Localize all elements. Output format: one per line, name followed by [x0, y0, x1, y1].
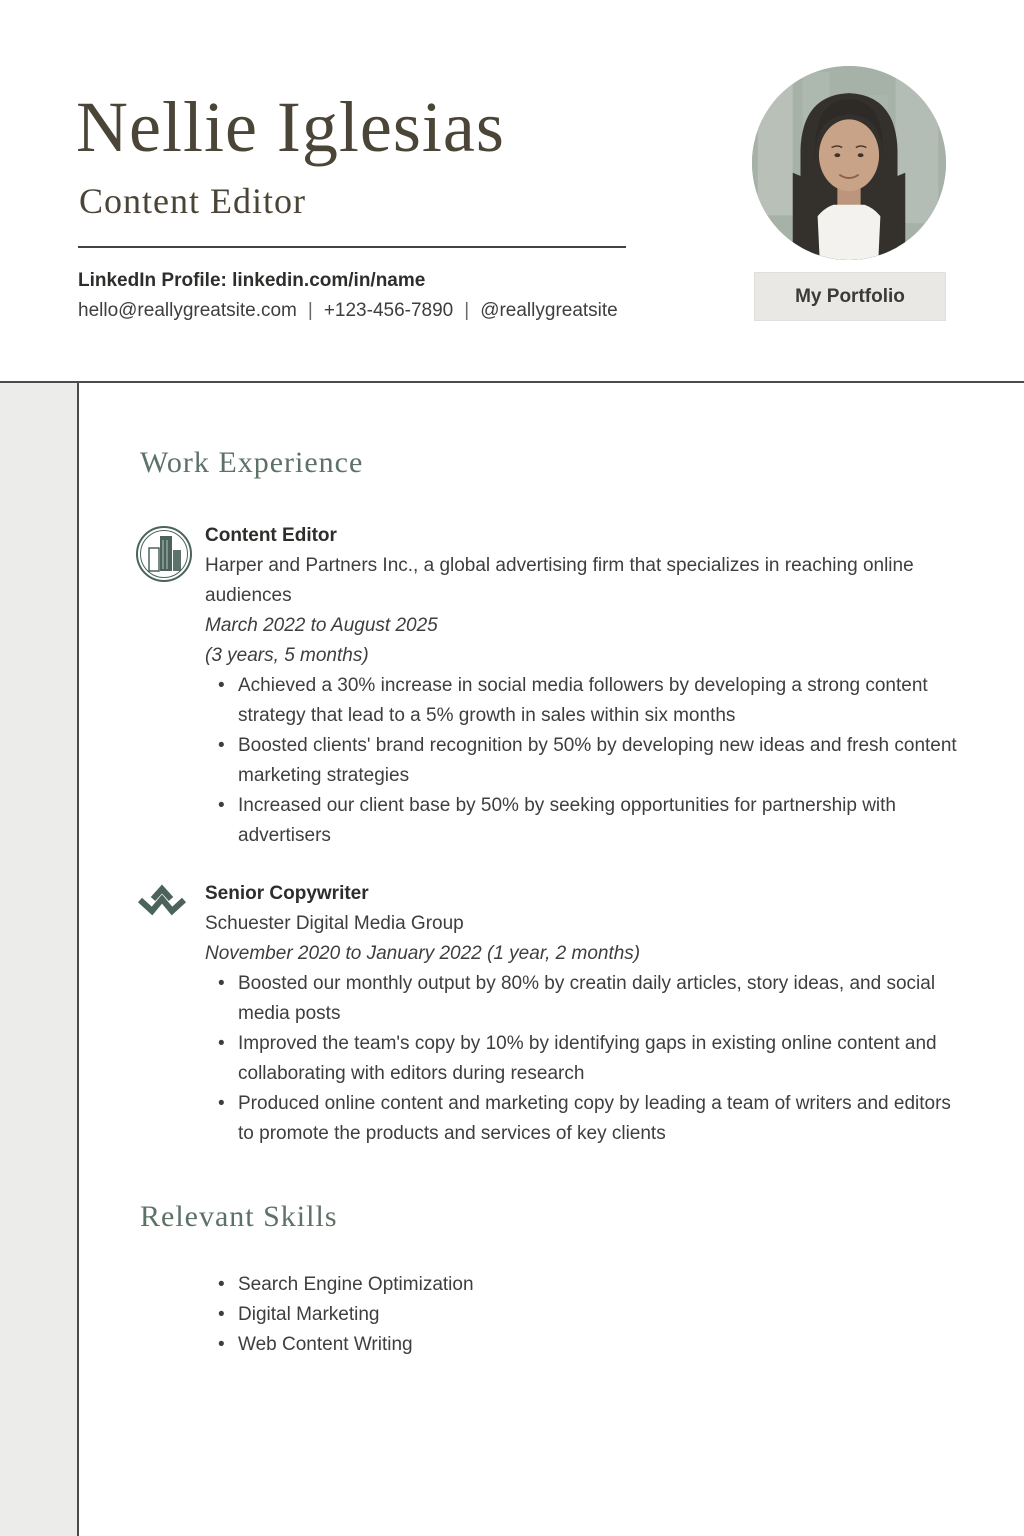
left-margin-line	[77, 383, 79, 1536]
my-portfolio-button[interactable]: My Portfolio	[754, 272, 946, 321]
skill-item: • Digital Marketing	[205, 1300, 945, 1330]
bullet-item: • Boosted clients' brand recognition by 50% by developing new ideas and fresh content marketing strategies	[205, 731, 960, 791]
section-divider-line	[0, 381, 1024, 383]
profile-photo	[752, 66, 946, 260]
profile-photo-illustration	[752, 66, 946, 260]
entry-date-range: November 2020 to January 2022 (1 year, 2 months)	[205, 943, 641, 964]
person-name: Nellie Iglesias	[76, 87, 505, 167]
entry-bullet-list	[205, 969, 960, 1149]
work-experience-heading: Work Experience	[140, 446, 364, 479]
person-job-title: Content Editor	[79, 181, 306, 221]
skills-list	[205, 1270, 945, 1360]
work-entry	[205, 879, 960, 1149]
entry-job-title: Content Editor	[205, 525, 337, 546]
entry-bullet-list	[205, 671, 960, 851]
chevron-zigzag-icon	[136, 882, 188, 928]
entry-duration: (3 years, 5 months)	[205, 645, 369, 666]
bullet-item: • Produced online content and marketing copy by leading a team of writers and editors to promote the products and services of key clients	[205, 1089, 960, 1149]
work-entry	[205, 521, 960, 851]
social-handle-text: @reallygreatsite	[480, 300, 618, 321]
entry-company-description: Schuester Digital Media Group	[205, 913, 464, 934]
contact-line	[78, 300, 618, 322]
bullet-item: • Improved the team's copy by 10% by identifying gaps in existing online content and collaborating with editors during research	[205, 1029, 960, 1089]
contact-separator: |	[307, 300, 313, 321]
contact-separator: |	[464, 300, 470, 321]
skill-item: • Web Content Writing	[205, 1330, 945, 1360]
buildings-icon	[134, 524, 194, 584]
entry-company-description: Harper and Partners Inc., a global advertising firm that specializes in reaching online audiences	[205, 555, 914, 606]
skill-item: • Search Engine Optimization	[205, 1270, 945, 1300]
header-divider	[78, 246, 626, 248]
phone-text: +123-456-7890	[323, 300, 454, 321]
entry-job-title: Senior Copywriter	[205, 883, 369, 904]
bullet-item: • Boosted our monthly output by 80% by creatin daily articles, story ideas, and social media posts	[205, 969, 960, 1029]
linkedin-profile-text: LinkedIn Profile: linkedin.com/in/name	[78, 270, 426, 291]
email-text: hello@reallygreatsite.com	[78, 300, 297, 321]
buildings-icon-svg	[134, 524, 194, 584]
bullet-item: • Increased our client base by 50% by seeking opportunities for partnership with advertisers	[205, 791, 960, 851]
relevant-skills-heading: Relevant Skills	[140, 1200, 338, 1233]
entry-date-range: March 2022 to August 2025	[205, 615, 438, 636]
bullet-item: • Achieved a 30% increase in social media followers by developing a strong content strategy that lead to a 5% growth in sales within six months	[205, 671, 960, 731]
left-margin-strip	[0, 383, 77, 1536]
chevron-zigzag-icon-svg	[136, 882, 188, 928]
